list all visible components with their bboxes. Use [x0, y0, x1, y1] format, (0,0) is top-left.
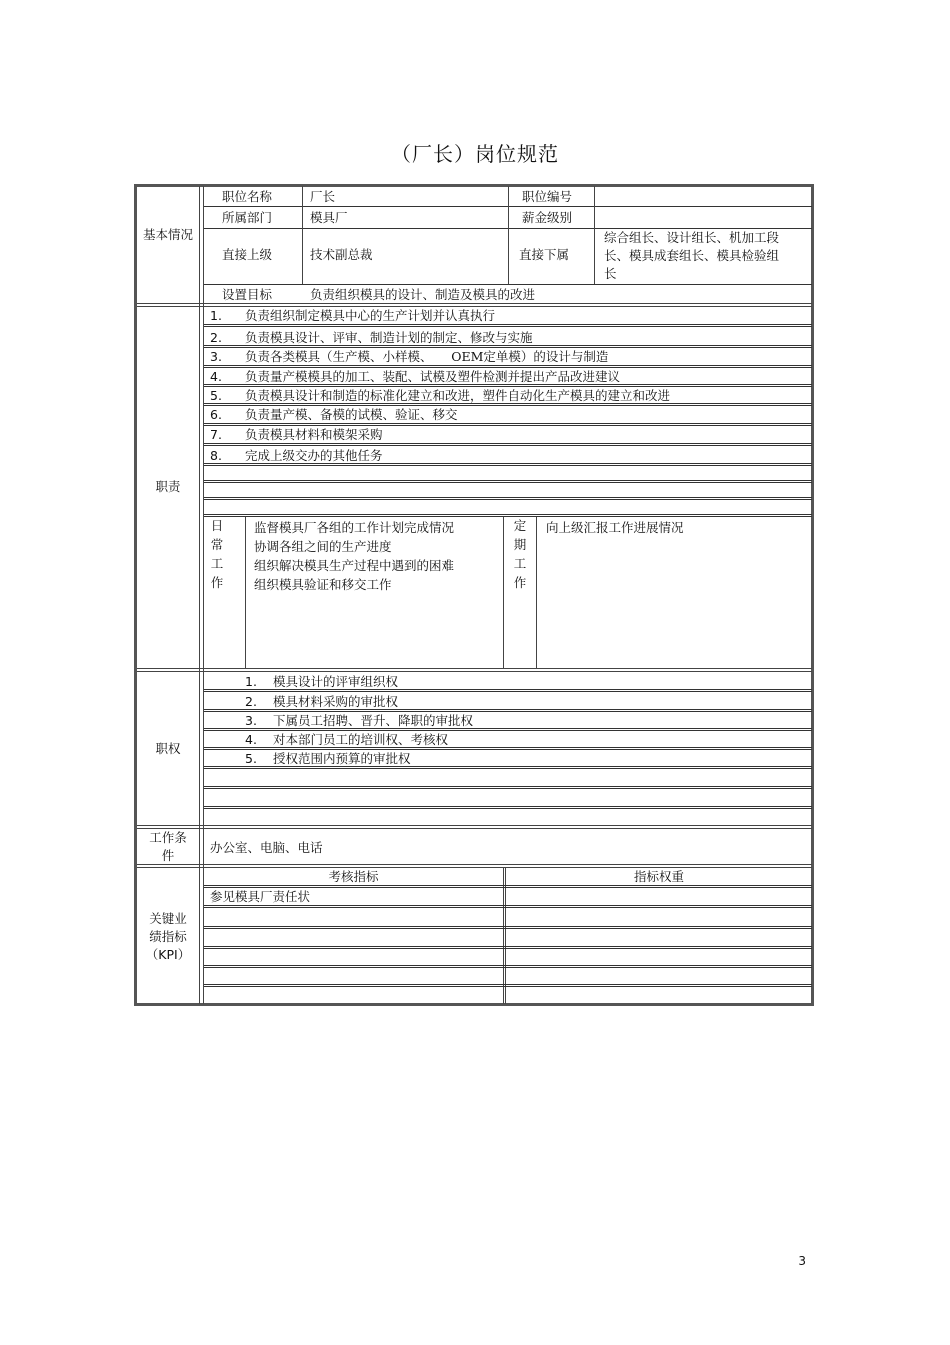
position-name-label: 职位名称 [222, 189, 273, 204]
subordinate-value-line-1: 综合组长、设计组长、机加工段 [604, 230, 780, 245]
superior-value: 技术副总裁 [310, 247, 373, 262]
periodic-work-label: 定期工作 [513, 518, 527, 590]
authority-item: 对本部门员工的培训权、考核权 [273, 732, 449, 747]
section-kpi-label-line-3: （KPI） [145, 947, 191, 962]
authority-item: 授权范围内预算的审批权 [273, 751, 411, 766]
duty-item: 负责模具设计、评审、制造计划的制定、修改与实施 [245, 330, 533, 345]
position-name-value: 厂长 [310, 189, 336, 204]
daily-item: 组织模具验证和移交工作 [254, 577, 392, 592]
duty-no: 1. [210, 308, 222, 323]
kpi-row-indicator: 参见模具厂责任状 [210, 889, 311, 904]
page-number: 3 [798, 1254, 806, 1268]
authority-no: 4. [245, 732, 257, 747]
duty-item: 负责模具设计和制造的标准化建立和改进，塑件自动化生产模具的建立和改进 [245, 388, 671, 403]
duty-item: 完成上级交办的其他任务 [245, 448, 383, 463]
duty-no: 7. [210, 427, 222, 442]
duty-no: 5. [210, 388, 222, 403]
duty-item: 负责模具材料和模架采购 [245, 427, 383, 442]
section-conditions-label-line-1: 工作条 [149, 830, 187, 845]
daily-work-label: 日常工作 [210, 518, 224, 590]
daily-item: 组织解决模具生产过程中遇到的困难 [254, 558, 455, 573]
dept-label: 所属部门 [222, 210, 273, 225]
authority-item: 模具设计的评审组织权 [273, 674, 399, 689]
left-column-divider [199, 186, 200, 1004]
salary-label: 薪金级别 [522, 210, 573, 225]
periodic-item: 向上级汇报工作进展情况 [546, 520, 684, 535]
authority-item: 模具材料采购的审批权 [273, 694, 399, 709]
authority-no: 5. [245, 751, 257, 766]
duty-no: 3. [210, 349, 222, 364]
goal-value: 负责组织模具的设计、制造及模具的改进 [310, 287, 536, 302]
authority-no: 3. [245, 713, 257, 728]
conditions-value: 办公室、电脑、电话 [210, 840, 323, 855]
superior-label: 直接上级 [222, 247, 273, 262]
kpi-col-weight: 指标权重 [633, 869, 684, 884]
section-duties-label: 职责 [155, 479, 181, 494]
section-kpi-label-line-1: 关键业 [149, 911, 187, 926]
duty-item: 负责组织制定模具中心的生产计划并认真执行 [245, 308, 496, 323]
dept-value: 模具厂 [310, 210, 348, 225]
duty-item: 负责量产模、备模的试模、验证、移交 [245, 407, 458, 422]
page-title: （厂长）岗位规范 [391, 142, 559, 166]
duty-item: 负责量产模模具的加工、装配、试模及塑件检测并提出产品改进建议 [245, 369, 621, 384]
authority-no: 2. [245, 694, 257, 709]
subordinate-value-line-3: 长 [604, 266, 617, 281]
duty-item: 负责各类模具（生产模、小样模、 OEM定单模）的设计与制造 [245, 349, 609, 364]
section-authority-label: 职权 [155, 741, 181, 756]
section-conditions-label-line-2: 件 [161, 848, 175, 863]
subordinate-label: 直接下属 [519, 247, 570, 262]
duty-no: 2. [210, 330, 222, 345]
kpi-col-indicator: 考核指标 [328, 869, 379, 884]
duty-no: 4. [210, 369, 222, 384]
duty-no: 8. [210, 448, 222, 463]
daily-item: 监督模具厂各组的工作计划完成情况 [254, 520, 455, 535]
authority-no: 1. [245, 674, 257, 689]
section-kpi-label-line-2: 绩指标 [149, 929, 187, 944]
position-no-label: 职位编号 [522, 189, 573, 204]
daily-item: 协调各组之间的生产进度 [254, 539, 392, 554]
subordinate-value-line-2: 长、模具成套组长、模具检验组 [604, 248, 780, 263]
duty-no: 6. [210, 407, 222, 422]
authority-item: 下属员工招聘、晋升、降职的审批权 [273, 713, 474, 728]
section-basic-label: 基本情况 [142, 227, 193, 242]
goal-label: 设置目标 [222, 287, 273, 302]
